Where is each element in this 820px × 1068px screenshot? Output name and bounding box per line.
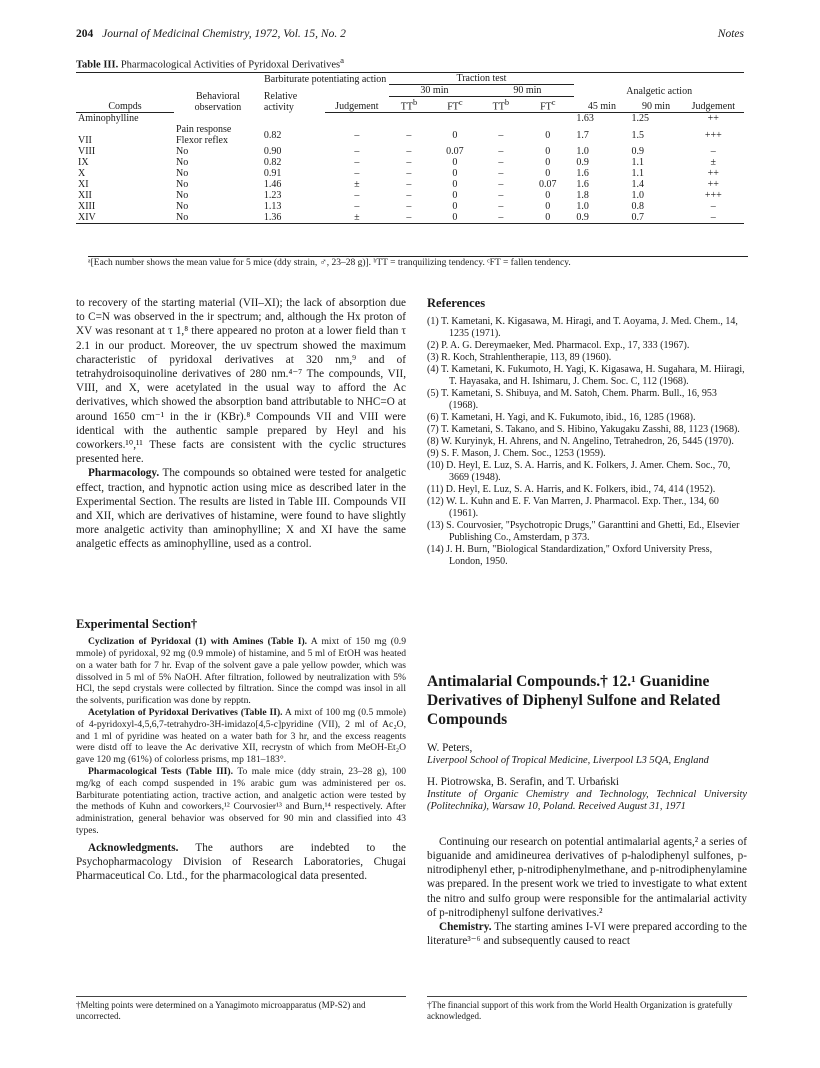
reference-item: (13) S. Courvosier, "Psychotropic Drugs," Garanttini and Ghetti, Ed., Elsevier Publishing Co., Amsterdam, p 373. [427, 520, 740, 544]
table-row [76, 201, 744, 212]
table-cell-j: ± [354, 179, 360, 191]
table-cell-tt30: – [406, 190, 412, 202]
article-block [427, 672, 747, 948]
table-cell-r: 0.82 [263, 157, 282, 169]
table-cell-tt30: – [406, 179, 412, 191]
table-cell-tt90: – [498, 157, 504, 169]
header-90min-analgetic: 90 min [630, 97, 683, 113]
table-cell-ft30: 0 [452, 179, 458, 191]
table-cell-a45: 1.63 [576, 113, 594, 125]
table-row [76, 124, 744, 146]
table-cell-r: 0.82 [263, 129, 282, 141]
header-tt-30: $TT^b$ [389, 97, 430, 113]
table-cell-ft90 [521, 113, 574, 125]
table-cell-b: No [176, 168, 189, 180]
table-cell-j: ± [325, 212, 388, 224]
running-header [76, 28, 744, 40]
table-cell-tt90: – [498, 146, 504, 158]
table-row [76, 146, 744, 157]
reference-item: (7) T. Kametani, S. Takano, and S. Hibino, Yakugaku Zasshi, 88, 1123 (1968). [427, 424, 740, 436]
reference-item: (5) T. Kametani, S. Shibuya, and M. Satoh, Chem. Pharm. Bull., 16, 953 (1968). [427, 388, 717, 412]
table-cell-j: – [354, 146, 360, 158]
table-cell-j [325, 113, 388, 125]
table-cell-b: No [176, 190, 189, 202]
table-cell-a90: 1.1 [631, 168, 644, 180]
body-paragraph: to recovery of the starting material (VII–XI); the lack of absorption due to C=N was observed in the ir spectrum; and, although the Hx proton of XV was resonant at τ 1,⁸ there appeared no proton at a lower field than τ 2.1 in our product. Moreover, the uv spectrum showed the maximum characteristic of pyridoxal derivatives at 320 nm,⁹ and of tetrahydroisoquinoline derivatives of 280 nm.⁴⁻⁷ The compounds, VII, VIII, and X, were acetylated in the usual way to afford the Ac derivatives, which showed the absorption band attributable to NHC=O at around 1650 cm⁻¹ in the ir (KBr).⁸ Compounds VII and VIII were identical with the authentic sample prepared by Heyl and his coworkers.¹⁰,¹¹ These facts are consistent with the cyclic structures presented here. [76, 297, 406, 466]
table-cell-tt30: – [406, 146, 412, 158]
cyclization-text: A mixt of 150 mg (0.9 mmole) of pyridoxal, 92 mg (0.9 mmole) of histamine, and 5 ml of EtOH was heated on a water bath for 7 hr. Evap of the solvent gave a pale yellow powder, which was dissolved in 5 ml of 5% NaOH. After filtration, followed by neutralization with 5% HCl, the sepd crystals were collected by filtration. Since the compd was insol in all the solvents, purification was done by repptn. [76, 636, 406, 707]
table-cell-tt30: – [406, 168, 412, 180]
table-cell-a45: 0.9 [576, 157, 589, 169]
table-cell-aj: +++ [704, 129, 722, 141]
table-row [76, 212, 744, 224]
table-cell-a90: 1.4 [631, 179, 644, 191]
header-behavioral: Behavioral observation [194, 90, 242, 113]
page-number: 204 [76, 28, 94, 40]
table-cell-c: Aminophylline [78, 113, 139, 125]
table-cell-r: 1.46 [263, 179, 282, 191]
table-cell-a90: 0.7 [630, 212, 683, 224]
table-cell-a45: 1.7 [576, 129, 589, 141]
header-ft-90: $FT^c$ [521, 97, 574, 113]
table-cell-r [262, 113, 325, 125]
reference-item: (10) D. Heyl, E. Luz, S. A. Harris, and K. Folkers, J. Amer. Chem. Soc., 70, 3669 (1948). [427, 460, 731, 484]
table-cell-ft30: 0 [452, 190, 458, 202]
table-cell-b: No [176, 157, 189, 169]
acetylation-heading: Acetylation of Pyridoxal Derivatives (Table II). [88, 706, 283, 718]
table-cell-tt90: – [498, 168, 504, 180]
table-footnote: ᵃ[Each number shows the mean value for 5 mice (ddy strain, ♂, 23–28 g)]. ᵇTT = tranquilizing tendency. ᶜFT = fallen tendency. [88, 256, 748, 268]
table-cell-b: No [176, 201, 189, 213]
reference-item: (14) J. H. Burn, "Biological Standardization," Oxford University Press, London, 1950. [427, 544, 713, 568]
table-cell-a45: 1.8 [576, 190, 589, 202]
table-cell-ft90: 0 [545, 146, 551, 158]
author-1: W. Peters, [427, 742, 473, 754]
article-title: Antimalarial Compounds.† 12.¹ Guanidine Derivatives of Diphenyl Sulfone and Related Compounds [427, 673, 721, 728]
pharm-tests-text: To male mice (ddy strain, 23–28 g), 100 mg/kg of each compd suspended in 1% arabic gum was administered per os. Barbiturate potentiating action, tractive action, and analgetic action were tested by the methods of Kuhn and coworkers,¹² Courvosier¹³ and Burn,¹⁴ respectively. After administration, general behavior was observed for 90 min and classified into 43 types. [76, 765, 406, 836]
table-cell-tt90: – [498, 129, 504, 141]
table-cell-c: VIII [78, 146, 96, 158]
table-cell-a90: 1.25 [631, 113, 649, 125]
affiliation-2: Institute of Organic Chemistry and Technology, Technical University (Politechnika), Warsaw 10, Poland. Received August 31, 1971 [427, 789, 747, 812]
table-cell-ft90: 0 [545, 129, 551, 141]
table-cell-ft90: 0 [545, 190, 551, 202]
table-cell-tt90: – [498, 201, 504, 213]
acetylation-text: A mixt of 100 mg (0.5 mmole) of 4-pyridoxyl-4,5,6,7-tetrahydro-3H-imidazo[4,5-c]pyridine (VII), 2 ml of Ac₂O, and 1 ml of pyridine was heated on a water bath for 3 hr, and the excess reagents were distd off to leave the Ac derivative XII, recrystn of which from MeOH-Et₂O gave 120 mg (61%) of colorless prisms, mp 181–183°. [76, 706, 406, 766]
table-cell-b: No [176, 146, 189, 158]
table-cell-c: X [78, 168, 86, 180]
header-traction: Traction test [389, 73, 575, 85]
table-cell-tt30: – [406, 157, 412, 169]
table-cell-tt30: – [389, 212, 430, 224]
table-cell-c: XIII [78, 201, 96, 213]
header-relative-activity: Relative activity [263, 90, 298, 113]
left-column [76, 296, 406, 552]
table-cell-ft30: 0.07 [446, 146, 464, 158]
header-90min: 90 min [480, 85, 574, 97]
header-judgement: Judgement [325, 97, 388, 113]
table-cell-tt90 [480, 113, 521, 125]
affiliation-1: Liverpool School of Tropical Medicine, Liverpool L3 5QA, England [427, 755, 709, 767]
header-analgetic: Analgetic action [626, 85, 693, 97]
table-cell-j: – [354, 201, 360, 213]
table-cell-r: 0.90 [263, 146, 282, 158]
table-cell-r: 1.36 [262, 212, 325, 224]
reference-item: (9) S. F. Mason, J. Chem. Soc., 1253 (1959). [427, 448, 606, 460]
acknowledgments-heading: Acknowledgments. [88, 841, 179, 854]
table-cell-ft30: 0 [429, 212, 480, 224]
table-cell-aj: ++ [707, 113, 719, 125]
table-cell-b: Pain response Flexor reflex [176, 124, 232, 147]
table-cell-ft90: 0 [545, 201, 551, 213]
reference-item: (4) T. Kametani, K. Fukumoto, H. Yagi, K. Kigasawa, H. Sugahara, M. Hiiragi, T. Hayasaka, and H. Ishimaru, J. Chem. Soc. C, 112 (1968). [427, 364, 745, 388]
table-cell-ft90: 0 [545, 168, 551, 180]
table-cell-c: XI [78, 179, 89, 191]
table-cell-a90: 1.0 [631, 190, 644, 202]
reference-item: (3) R. Koch, Strahlentherapie, 113, 89 (1960). [427, 352, 612, 364]
table-cell-ft30: 0 [452, 129, 458, 141]
table-cell-aj: – [683, 212, 744, 224]
header-ft-30: $FT^c$ [429, 97, 480, 113]
journal-citation: Journal of Medicinal Chemistry, 1972, Vol. 15, No. 2 [102, 28, 346, 40]
table-cell-a45: 1.6 [576, 168, 589, 180]
table-body [76, 113, 744, 224]
table-cell-c: VII [78, 135, 92, 147]
table-caption: Table III. Pharmacological Activities of Pyridoxal Derivatives$^a$ [76, 55, 345, 71]
references-list [427, 316, 747, 568]
table-cell-r: 1.13 [263, 201, 282, 213]
author-2: H. Piotrowska, B. Serafin, and T. Urbański [427, 776, 619, 788]
table-cell-a90: 1.5 [631, 129, 644, 141]
pharm-tests-heading: Pharmacological Tests (Table III). [88, 765, 233, 777]
reference-item: (12) W. L. Kuhn and E. F. Van Marren, J. Pharmacol. Exp. Ther., 134, 60 (1961). [427, 496, 719, 520]
table-cell-c: IX [78, 157, 89, 169]
table-row [76, 168, 744, 179]
intro-paragraph: Continuing our research on potential antimalarial agents,² a series of biguanide and amidineurea derivatives of p-halodiphenyl sulfones, p-nitrodiphenyl ether, p-nitrodiphenylmethane, and p-nitrodiphenylamine was prepared. In the present work we tried to investigate to what extent the nitro and sulfo group were responsible for the antimalarial activity of p-nitrodiphenyl sulfone derivatives.² [427, 835, 747, 919]
table-cell-ft90: 0 [545, 157, 551, 169]
table-cell-c: XIV [76, 212, 174, 224]
table-cell-ft90: 0.07 [539, 179, 557, 191]
experimental-section [76, 617, 406, 883]
acknowledgments-text: The authors are indebted to the Psychopharmacology Division of Research Laboratories, Chugai Pharmaceutical Co. Ltd., for the pharmacological data presented. [76, 841, 406, 883]
table-cell-ft30: 0 [452, 201, 458, 213]
table-cell-j: – [354, 168, 360, 180]
table-cell-a45: 1.6 [576, 179, 589, 191]
table-cell-aj: ++ [707, 168, 719, 180]
references-heading: References [427, 296, 486, 310]
table-cell-j: – [354, 129, 360, 141]
table-cell-a45: 0.9 [574, 212, 629, 224]
table-cell-ft30: 0 [452, 168, 458, 180]
table-row [76, 179, 744, 190]
header-tt-90: $TT^b$ [480, 97, 521, 113]
table-cell-a90: 0.9 [631, 146, 644, 158]
references-section [427, 296, 747, 568]
table-row [76, 157, 744, 168]
table-cell-a45: 1.0 [576, 146, 589, 158]
table-cell-ft30 [429, 113, 480, 125]
table-cell-j: – [354, 157, 360, 169]
reference-item: (11) D. Heyl, E. Luz, S. A. Harris, and K. Folkers, ibid., 74, 414 (1952). [427, 484, 716, 496]
table-cell-tt30 [389, 113, 430, 125]
table-cell-aj: – [710, 146, 716, 158]
reference-item: (2) P. A. G. Dereymaeker, Med. Pharmacol. Exp., 17, 333 (1967). [427, 340, 690, 352]
table-cell-aj: ± [710, 157, 717, 169]
table-cell-j: – [354, 190, 360, 202]
reference-item: (1) T. Kametani, K. Kigasawa, M. Hiragi, and T. Aoyama, J. Med. Chem., 14, 1235 (1971). [427, 316, 738, 340]
table-cell-r: 0.91 [263, 168, 282, 180]
table-cell-c: XII [78, 190, 92, 202]
pharmacology-text: The compounds so obtained were tested for analgetic effect, traction, and hypnotic action using mice as described later in the Experimental Section. The results are listed in Table III. Compounds VII and XII, which are derivatives of histamine, were found to have slightly more analgetic activity than aminophylline; X and XI have the same analgetic effects as aminophylline, used as a control. [76, 467, 406, 551]
table-row [76, 113, 744, 125]
table-cell-ft90: 0 [521, 212, 574, 224]
table-cell-b: No [174, 212, 262, 224]
table-cell-aj: ++ [707, 179, 719, 191]
table-cell-tt90: – [498, 179, 504, 191]
reference-item: (8) W. Kuryinyk, H. Ahrens, and N. Angelino, Tetrahedron, 26, 5445 (1970). [427, 436, 734, 448]
table-cell-tt30: – [406, 129, 412, 141]
header-compds: Compds [76, 97, 174, 113]
right-footnote: †The financial support of this work from the World Health Organization is gratefully acknowledged. [427, 996, 747, 1021]
table-cell-ft30: 0 [452, 157, 458, 169]
table-cell-aj: – [710, 201, 716, 213]
pharmacology-table [76, 72, 744, 224]
table-cell-a90: 0.8 [631, 201, 644, 213]
reference-item: (6) T. Kametani, H. Yagi, and K. Fukumoto, ibid., 16, 1285 (1968). [427, 412, 696, 424]
experimental-heading: Experimental Section† [76, 617, 198, 631]
table-header-row-2 [76, 85, 744, 97]
cyclization-heading: Cyclization of Pyridoxal (1) with Amines (Table I). [88, 636, 308, 648]
header-30min: 30 min [389, 85, 481, 97]
table-cell-r: 1.23 [263, 190, 282, 202]
table-cell-b: No [176, 179, 189, 191]
left-footnote: †Melting points were determined on a Yanagimoto microapparatus (MP-S2) and uncorrected. [76, 996, 406, 1021]
table-cell-a45: 1.0 [576, 201, 589, 213]
header-45min: 45 min [574, 97, 629, 113]
table-row [76, 190, 744, 201]
table-cell-a90: 1.1 [631, 157, 644, 169]
table-header-row-1 [76, 73, 744, 85]
table-cell-aj: +++ [704, 190, 722, 202]
table-cell-tt90: – [480, 212, 521, 224]
pharmacology-heading: Pharmacology. [88, 467, 160, 480]
table-cell-tt90: – [498, 190, 504, 202]
header-judgement-analgetic: Judgement [683, 97, 744, 113]
header-barbiturate: Barbiturate potentiating action [262, 73, 389, 85]
section-label: Notes [717, 28, 744, 40]
chemistry-text: The starting amines I-VI were prepared according to the literature³⁻⁶ and subsequently caused to react [427, 921, 747, 948]
table-cell-tt30: – [406, 201, 412, 213]
table-cell-b [174, 113, 262, 125]
chemistry-heading: Chemistry. [439, 921, 492, 934]
